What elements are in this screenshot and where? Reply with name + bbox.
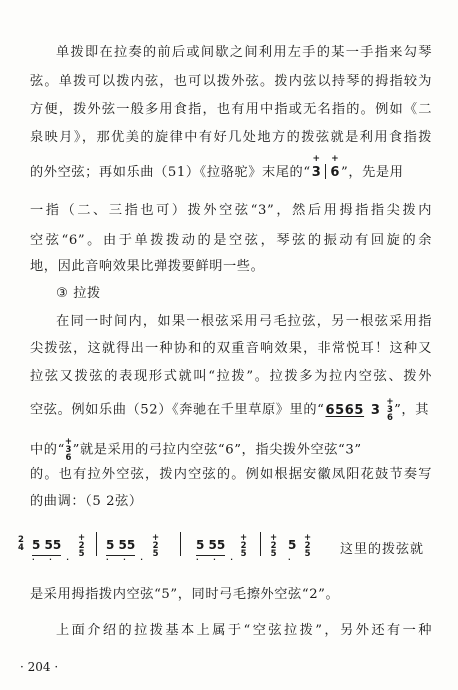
score-chord: + 2 5 xyxy=(152,533,160,559)
score-chord: + 2 5 xyxy=(240,533,248,559)
score-barline xyxy=(180,532,181,556)
text-line: 泉映月》，那优美的旋律中有好几处地方的拨弦就是利用食指拨 xyxy=(30,130,432,145)
text-segment: 中的 xyxy=(30,442,58,458)
score-caption: 这里的拨弦就 xyxy=(340,542,425,557)
text-line: 一指（二、三指也可）拨外空弦“3”，然后用拇指指尖拨内 xyxy=(30,203,432,218)
text-line: 方便，拨外弦一般多用食指，也有用中指或无名指的。例如《二 xyxy=(30,102,432,117)
time-signature: 2 4 xyxy=(18,535,24,553)
text-segment: ，其 xyxy=(401,402,429,418)
score-barline xyxy=(96,532,97,556)
text-line: 的曲调：（5 2弦） xyxy=(30,494,143,509)
notation-note-3: + 3 xyxy=(311,154,322,180)
notation-example: 6565 xyxy=(325,402,365,418)
bar-line xyxy=(325,164,326,179)
text-line: 是采用拇指拨内空弦“5”，同时弓毛擦外空弦“2”。 xyxy=(30,587,340,602)
text-line: 在同一时间内，如果一根弦采用弓毛拉弦，另一根弦采用指 xyxy=(56,314,432,329)
text-line: 地，因此音响效果比弹拨要鲜明一些。 xyxy=(30,259,265,274)
score-chord: + 2 5 xyxy=(270,533,278,559)
text-line-with-notation: 中的“ + 3 6 ”就是采用的弓拉内空弦“6”，指尖拨外空弦“3” xyxy=(30,437,362,463)
notation-score xyxy=(18,526,438,566)
section-title: 拉拨 xyxy=(73,286,101,301)
text-line: 单拨即在拉奏的前后或间歇之间利用左手的某一手指来勾琴 xyxy=(56,45,432,60)
notation-note-3: 3 xyxy=(370,402,381,418)
text-line-with-notation: 空弦。例如乐曲（52）《奔驰在千里草原》里的“6565 3 + 3 6 ”，其 xyxy=(30,397,429,423)
text-segment: 空弦。例如乐曲（52）《奔驰在千里草原》里的 xyxy=(30,402,318,418)
text-line: 空弦“6”。由于单拨拨动的是空弦，琴弦的振动有回旋的余 xyxy=(30,233,432,248)
score-measure: 5 · xyxy=(288,538,297,564)
notation-stack: + 3 6 xyxy=(386,397,395,423)
text-segment: ，先是用 xyxy=(348,165,404,180)
notation-note-6: + 6 xyxy=(330,154,340,180)
text-line: 拉弦又拨弦的表现形式就叫“拉拨”。拉拨多为拉内空弦、拨外 xyxy=(30,369,432,384)
text-line: 尖拨弦，这就得出一种协和的双重音响效果，非常悦耳！这种又 xyxy=(30,341,432,356)
score-measure: 5 55 · · · xyxy=(106,538,149,564)
score-measure: 5 55 · · · xyxy=(196,538,239,564)
text-line: 上面介绍的拉拨基本上属于“空弦拉拨”，另外还有一种 xyxy=(56,623,432,638)
text-line: 的。也有拉外空弦，拨内空弦的。例如根据安徽凤阳花鼓节奏写 xyxy=(30,467,432,482)
score-chord: + 2 5 xyxy=(304,533,312,559)
page-number: · 204 · xyxy=(20,660,59,674)
section-heading xyxy=(56,285,432,303)
score-measure: 5 55 · · · xyxy=(32,538,75,564)
score-chord: + 2 5 xyxy=(78,533,86,559)
section-marker: ③ xyxy=(56,286,69,301)
text-segment: 就是采用的弓拉内空弦“6”，指尖拨外空弦“3” xyxy=(80,442,362,458)
text-line-with-notation: 的外空弦；再如乐曲（51）《拉骆驼》末尾的“ + 3 + 6”，先是用 xyxy=(30,154,404,180)
text-segment: 的外空弦；再如乐曲（51）《拉骆驼》末尾的 xyxy=(30,165,304,180)
text-line: 弦。单拨可以拨内弦，也可以拨外弦。拨内弦以持琴的拇指较为 xyxy=(30,74,432,89)
notation-stack: + 3 6 xyxy=(64,437,73,463)
score-barline xyxy=(260,532,261,556)
